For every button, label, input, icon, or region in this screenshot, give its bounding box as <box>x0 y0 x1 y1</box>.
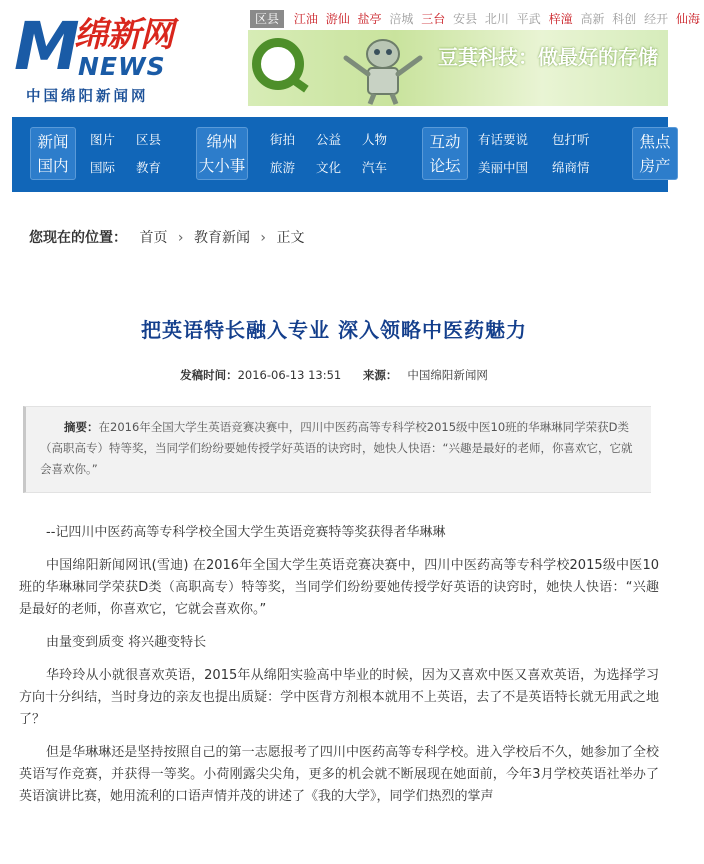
source-label: 来源： <box>362 368 398 382</box>
nav-block-mianzhou[interactable] <box>196 127 248 180</box>
publish-time-label: 发稿时间： <box>180 368 238 382</box>
nav-link-travel[interactable]: 旅游 <box>270 160 296 175</box>
nav-link-beautiful-china[interactable]: 美丽中国 <box>478 160 529 175</box>
article-section-heading: 由量变到质变 将兴趣变特长 <box>46 635 207 650</box>
nav-link-auto[interactable]: 汽车 <box>362 160 388 175</box>
county-link-pingwu[interactable]: 平武 <box>516 12 541 26</box>
article-summary <box>23 406 651 493</box>
breadcrumb-category-link[interactable]: 教育新闻 <box>193 230 250 246</box>
nav-block-forum-line2: 论坛 <box>429 157 461 175</box>
article-body <box>19 522 659 819</box>
publish-time: 2016-06-13 13:51 <box>237 368 342 382</box>
county-link-gaoxin[interactable]: 高新 <box>580 12 605 26</box>
summary-text: 在2016年全国大学生英语竞赛决赛中，四川中医药高等专科学校2015级中医10班的华琳琳同学荣获D类（高职高专）特等奖，当同学们纷纷要她传授学好英语的诀窍时，她快人快语：“兴趣是最好的老师，你喜欢它，它就会喜欢你。” <box>40 420 633 476</box>
nav-link-pictures[interactable]: 图片 <box>90 132 116 147</box>
article-paragraph: 中国绵阳新闻网讯(雪迪) 在2016年全国大学生英语竞赛决赛中，四川中医药高等专科学校2015级中医10班的华琳琳同学荣获D类（高职高专）特等奖，当同学们纷纷要她传授学好英语的诀窍时，她快人快语：“兴趣是最好的老师，你喜欢它，它就会喜欢你。” <box>19 558 659 617</box>
breadcrumb <box>29 228 304 248</box>
nav-block-mianzhou-line1: 绵州 <box>206 133 238 151</box>
article-subtitle: --记四川中医药高等专科学校全国大学生英语竞赛特等奖获得者华琳琳 <box>46 525 446 540</box>
county-link-fucheng[interactable]: 涪城 <box>389 12 414 26</box>
nav-link-education[interactable]: 教育 <box>136 160 162 175</box>
nav-link-speak-out[interactable]: 有话要说 <box>478 132 529 147</box>
county-bar <box>250 10 700 28</box>
breadcrumb-separator: › <box>260 230 267 246</box>
county-link-zitong[interactable]: 梓潼 <box>548 12 573 26</box>
breadcrumb-current: 正文 <box>276 230 305 246</box>
site-logo[interactable] <box>12 10 212 110</box>
county-link-jiangyou[interactable]: 江油 <box>293 12 318 26</box>
nav-block-focus-line1: 焦点 <box>639 133 671 151</box>
banner-slogan: 豆萁科技：做最好的存储 <box>438 45 658 69</box>
nav-link-charity[interactable]: 公益 <box>316 132 342 147</box>
nav-block-forum-line1: 互动 <box>429 133 461 151</box>
logo-chinese-name: 绵新网 <box>74 15 173 55</box>
nav-link-culture[interactable]: 文化 <box>316 160 342 175</box>
nav-block-news-line1: 新闻 <box>37 133 69 151</box>
logo-subtitle: 中国绵阳新闻网 <box>26 89 149 105</box>
nav-link-counties[interactable]: 区县 <box>136 132 162 147</box>
county-link-yanting[interactable]: 盐亭 <box>357 12 382 26</box>
article-title: 把英语特长融入专业 深入领略中医药魅力 <box>141 318 527 342</box>
county-link-santai[interactable]: 三台 <box>421 12 446 26</box>
nav-block-news-line2: 国内 <box>37 157 69 175</box>
nav-block-news[interactable] <box>30 127 76 180</box>
summary-label: 摘要： <box>64 420 99 434</box>
breadcrumb-home-link[interactable]: 首页 <box>139 230 168 246</box>
article-paragraph: 但是华琳琳还是坚持按照自己的第一志愿报考了四川中医药高等专科学校。进入学校后不久，她参加了全校英语写作竞赛，并获得一等奖。小荷刚露尖尖角，更多的机会就不断展现在她面前，今年3月学校英语社举办了英语演讲比赛，她用流利的口语声情并茂的讲述了《我的大学》，同学们热烈的掌声 <box>19 745 659 804</box>
county-tag: 区县 <box>250 10 284 28</box>
nav-block-focus[interactable] <box>632 127 678 180</box>
main-nav <box>12 117 671 192</box>
county-link-xianhai[interactable]: 仙海 <box>675 12 700 26</box>
nav-block-focus-line2: 房产 <box>639 157 671 175</box>
county-link-kechuang[interactable]: 科创 <box>612 12 637 26</box>
breadcrumb-label: 您现在的位置： <box>29 230 127 246</box>
banner-robot-icon <box>338 34 428 104</box>
nav-block-mianzhou-line2: 大小事 <box>198 157 246 175</box>
logo-letter-m: M <box>14 8 76 85</box>
source-link[interactable]: 中国绵阳新闻网 <box>407 368 488 382</box>
nav-link-street-photo[interactable]: 街拍 <box>270 132 296 147</box>
nav-link-business[interactable]: 绵商情 <box>552 160 590 175</box>
county-link-jingkai[interactable]: 经开 <box>644 12 669 26</box>
ad-banner[interactable] <box>248 30 668 106</box>
county-link-anxian[interactable]: 安县 <box>453 12 478 26</box>
nav-block-forum[interactable] <box>422 127 468 180</box>
nav-link-inquiry[interactable]: 包打听 <box>552 132 590 147</box>
nav-link-international[interactable]: 国际 <box>90 160 116 175</box>
logo-news-text: NEWS <box>78 52 166 81</box>
county-link-youxian[interactable]: 游仙 <box>325 12 350 26</box>
article-paragraph: 华玲玲从小就很喜欢英语，2015年从绵阳实验高中毕业的时候，因为又喜欢中医又喜欢英语，为选择学习方向十分纠结，当时身边的亲友也提出质疑：学中医背方剂根本就用不上英语，去了不是英语特长就无用武之地了？ <box>19 668 659 727</box>
article-meta <box>0 367 668 383</box>
nav-link-people[interactable]: 人物 <box>362 132 388 147</box>
county-link-beichuan[interactable]: 北川 <box>484 12 509 26</box>
breadcrumb-separator: › <box>177 230 184 246</box>
